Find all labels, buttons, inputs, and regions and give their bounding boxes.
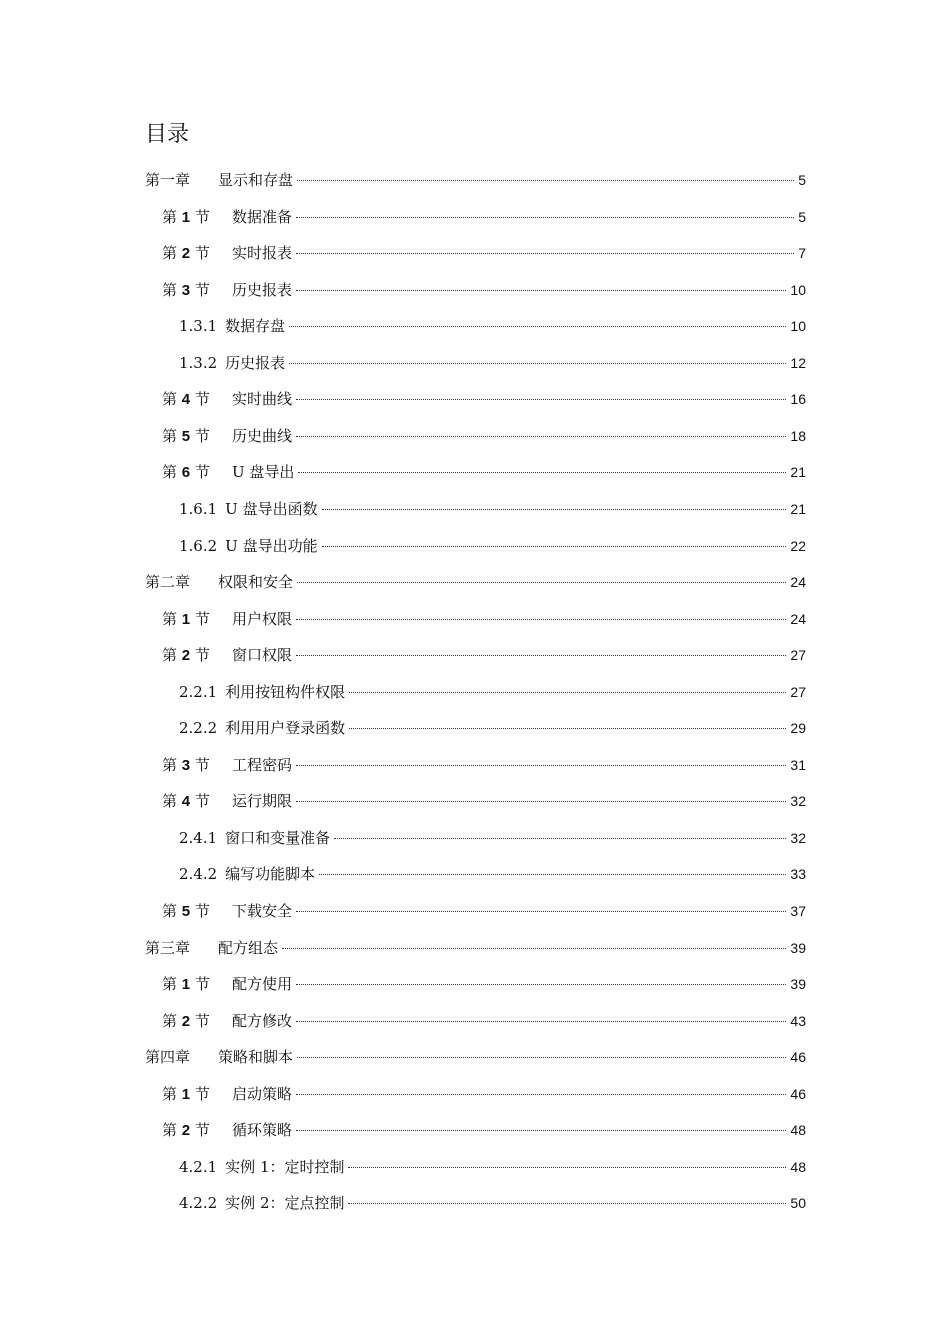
subsection-number: 1.3.1 bbox=[179, 317, 218, 336]
page-number: 22 bbox=[790, 537, 806, 554]
dot-leader bbox=[296, 1094, 786, 1095]
toc-entry[interactable] bbox=[179, 674, 806, 710]
chapter-number: 第三章 bbox=[145, 938, 191, 957]
entry-title: 实时曲线 bbox=[231, 390, 292, 409]
section-number: 2 bbox=[181, 647, 191, 665]
toc-title: 目录 bbox=[145, 122, 190, 147]
toc-entry[interactable] bbox=[179, 820, 806, 856]
entry-title: U 盘导出功能 bbox=[225, 536, 318, 555]
page-number: 24 bbox=[790, 574, 806, 591]
section-number: 3 bbox=[181, 756, 191, 774]
subsection-number: 4.2.1 bbox=[179, 1157, 218, 1176]
page-number: 48 bbox=[790, 1158, 806, 1175]
section-prefix: 第 bbox=[162, 1011, 178, 1030]
dot-leader bbox=[298, 472, 786, 473]
section-number: 1 bbox=[181, 208, 191, 226]
dot-leader bbox=[297, 1057, 786, 1058]
section-prefix: 第 bbox=[162, 390, 178, 409]
dot-leader bbox=[319, 874, 786, 875]
toc-entry[interactable] bbox=[162, 601, 806, 637]
dot-leader bbox=[296, 1021, 786, 1022]
toc-entry[interactable] bbox=[179, 528, 806, 564]
toc-entry-label bbox=[179, 856, 315, 892]
dot-leader bbox=[296, 253, 794, 254]
page-number: 27 bbox=[790, 683, 806, 700]
entry-title: 配方修改 bbox=[231, 1011, 292, 1030]
toc-entry-label bbox=[179, 528, 318, 564]
toc-entry[interactable] bbox=[179, 345, 806, 381]
dot-leader bbox=[348, 1167, 786, 1168]
toc-entry-label bbox=[145, 162, 293, 198]
page-number: 21 bbox=[790, 464, 806, 481]
toc-entry-label bbox=[179, 820, 330, 856]
page-number: 46 bbox=[790, 1049, 806, 1066]
toc-entry-label bbox=[162, 966, 292, 1003]
entry-title: 配方使用 bbox=[231, 975, 292, 994]
toc-entry[interactable] bbox=[162, 893, 806, 929]
dot-leader bbox=[296, 1130, 786, 1131]
dot-leader bbox=[282, 948, 786, 949]
section-number: 1 bbox=[181, 610, 191, 628]
dot-leader bbox=[322, 546, 787, 547]
page-number: 10 bbox=[790, 281, 806, 298]
section-number: 2 bbox=[181, 1012, 191, 1030]
toc-entry[interactable] bbox=[179, 856, 806, 892]
section-suffix: 节 bbox=[194, 646, 210, 665]
toc-entry-label bbox=[162, 637, 292, 674]
entry-title: 启动策略 bbox=[231, 1084, 292, 1103]
toc-entry[interactable] bbox=[179, 1149, 806, 1185]
toc-entry[interactable] bbox=[162, 637, 806, 673]
dot-leader bbox=[296, 290, 786, 291]
entry-title: 窗口权限 bbox=[231, 646, 292, 665]
toc-entry-label bbox=[162, 1076, 292, 1113]
toc-entry-label bbox=[179, 1185, 344, 1221]
dot-leader bbox=[289, 363, 786, 364]
section-suffix: 节 bbox=[194, 1011, 210, 1030]
dot-leader bbox=[297, 180, 794, 181]
dot-leader bbox=[322, 509, 787, 510]
toc-entry-label bbox=[179, 491, 318, 527]
dot-leader bbox=[296, 399, 786, 400]
subsection-number: 2.4.2 bbox=[179, 865, 218, 884]
section-prefix: 第 bbox=[162, 792, 178, 811]
entry-title: U 盘导出函数 bbox=[225, 499, 318, 518]
toc-entry[interactable] bbox=[179, 710, 806, 746]
entry-title: 实例 2：定点控制 bbox=[225, 1194, 345, 1213]
toc-entry-label bbox=[145, 930, 278, 966]
toc-entry[interactable] bbox=[145, 162, 806, 198]
dot-leader bbox=[296, 619, 786, 620]
toc-entry-label bbox=[162, 783, 292, 820]
page-number: 46 bbox=[790, 1085, 806, 1102]
page-number: 32 bbox=[790, 793, 806, 810]
entry-title: 编写功能脚本 bbox=[225, 865, 316, 884]
entry-title: 工程密码 bbox=[231, 755, 292, 774]
subsection-number: 4.2.2 bbox=[179, 1194, 218, 1213]
dot-leader bbox=[296, 436, 786, 437]
dot-leader bbox=[296, 217, 794, 218]
entry-title: U 盘导出 bbox=[231, 463, 295, 482]
section-suffix: 节 bbox=[194, 792, 210, 811]
entry-title: 配方组态 bbox=[218, 938, 279, 957]
dot-leader bbox=[296, 655, 786, 656]
section-suffix: 节 bbox=[194, 755, 210, 774]
toc-entry-label bbox=[162, 893, 292, 930]
section-suffix: 节 bbox=[194, 280, 210, 299]
section-suffix: 节 bbox=[194, 244, 210, 263]
entry-title: 显示和存盘 bbox=[218, 171, 294, 189]
section-suffix: 节 bbox=[194, 426, 210, 445]
section-suffix: 节 bbox=[194, 390, 210, 409]
entry-title: 利用按钮构件权限 bbox=[225, 682, 346, 701]
page-number: 33 bbox=[790, 866, 806, 883]
dot-leader bbox=[349, 728, 786, 729]
toc-entry[interactable] bbox=[162, 1003, 806, 1039]
toc-entry[interactable] bbox=[162, 1076, 806, 1112]
chapter-number: 第四章 bbox=[145, 1048, 191, 1067]
section-prefix: 第 bbox=[162, 646, 178, 665]
toc-entry[interactable] bbox=[145, 930, 806, 966]
toc-entry-label bbox=[179, 674, 345, 710]
section-number: 4 bbox=[181, 793, 191, 811]
entry-title: 循环策略 bbox=[231, 1121, 292, 1140]
page-number: 32 bbox=[790, 829, 806, 846]
toc-entry[interactable] bbox=[162, 381, 806, 417]
section-prefix: 第 bbox=[162, 755, 178, 774]
page-number: 16 bbox=[790, 391, 806, 408]
section-number: 4 bbox=[181, 391, 191, 409]
subsection-number: 2.2.1 bbox=[179, 682, 218, 701]
chapter-number: 第一章 bbox=[145, 171, 191, 189]
entry-title: 实时报表 bbox=[231, 244, 292, 263]
section-prefix: 第 bbox=[162, 609, 178, 628]
entry-title: 下载安全 bbox=[231, 902, 292, 920]
dot-leader bbox=[296, 984, 786, 985]
toc-entry-label bbox=[179, 1149, 344, 1185]
toc-entry[interactable] bbox=[162, 783, 806, 819]
page-number: 37 bbox=[790, 903, 806, 919]
toc-entry-label bbox=[162, 1003, 292, 1040]
entry-title: 数据准备 bbox=[231, 207, 292, 226]
entry-title: 策略和脚本 bbox=[218, 1048, 294, 1067]
page-number: 18 bbox=[790, 427, 806, 444]
dot-leader bbox=[349, 692, 786, 693]
entry-title: 数据存盘 bbox=[225, 317, 286, 336]
subsection-number: 2.4.1 bbox=[179, 828, 218, 847]
section-prefix: 第 bbox=[162, 463, 178, 482]
toc-entry-label bbox=[162, 381, 292, 418]
section-suffix: 节 bbox=[194, 609, 210, 628]
section-number: 1 bbox=[181, 1085, 191, 1103]
dot-leader bbox=[296, 765, 786, 766]
page-number: 5 bbox=[798, 208, 806, 225]
chapter-number: 第二章 bbox=[145, 573, 191, 592]
section-suffix: 节 bbox=[194, 975, 210, 994]
section-number: 6 bbox=[181, 464, 191, 482]
toc-entry-label bbox=[162, 747, 292, 784]
dot-leader bbox=[296, 911, 786, 912]
section-prefix: 第 bbox=[162, 207, 178, 226]
page-number: 21 bbox=[790, 500, 806, 517]
section-suffix: 节 bbox=[194, 463, 210, 482]
toc-entry[interactable] bbox=[162, 235, 806, 271]
toc-entry[interactable] bbox=[179, 1185, 806, 1221]
toc-entry[interactable] bbox=[162, 966, 806, 1002]
section-suffix: 节 bbox=[194, 1084, 210, 1103]
section-prefix: 第 bbox=[162, 975, 178, 994]
section-number: 5 bbox=[181, 903, 191, 920]
entry-title: 窗口和变量准备 bbox=[225, 828, 331, 847]
section-number: 2 bbox=[181, 1122, 191, 1140]
toc-entry[interactable] bbox=[162, 418, 806, 454]
toc-entry-label bbox=[162, 601, 292, 638]
page-number: 39 bbox=[790, 976, 806, 993]
section-number: 1 bbox=[181, 976, 191, 994]
subsection-number: 1.6.1 bbox=[179, 499, 218, 518]
page-number: 50 bbox=[790, 1195, 806, 1212]
entry-title: 运行期限 bbox=[231, 792, 292, 811]
page-number: 39 bbox=[790, 939, 806, 956]
toc-entry-label bbox=[162, 272, 292, 309]
entry-title: 历史报表 bbox=[225, 353, 286, 372]
toc-entry[interactable] bbox=[162, 199, 806, 235]
dot-leader bbox=[289, 326, 786, 327]
section-suffix: 节 bbox=[194, 902, 210, 920]
toc-entry[interactable] bbox=[145, 564, 806, 600]
section-prefix: 第 bbox=[162, 426, 178, 445]
toc-entry-label bbox=[162, 1112, 292, 1149]
page-number: 7 bbox=[798, 245, 806, 262]
toc-entry-label bbox=[179, 345, 285, 381]
toc-entry-label bbox=[179, 710, 345, 746]
toc-entry[interactable] bbox=[145, 1039, 806, 1075]
dot-leader bbox=[348, 1203, 786, 1204]
toc-entry-label bbox=[145, 1039, 293, 1075]
page-number: 29 bbox=[790, 720, 806, 737]
section-number: 5 bbox=[181, 427, 191, 445]
toc-entry-label bbox=[162, 235, 292, 272]
entry-title: 历史报表 bbox=[231, 280, 292, 299]
page-number: 10 bbox=[790, 318, 806, 335]
page-number: 27 bbox=[790, 647, 806, 664]
toc-entry[interactable] bbox=[179, 308, 806, 344]
toc-entry-label bbox=[179, 308, 285, 344]
toc-entry-label bbox=[162, 418, 292, 455]
entry-title: 历史曲线 bbox=[231, 426, 292, 445]
section-prefix: 第 bbox=[162, 1121, 178, 1140]
section-prefix: 第 bbox=[162, 244, 178, 263]
page-number: 43 bbox=[790, 1012, 806, 1029]
toc-entry[interactable] bbox=[162, 454, 806, 490]
section-prefix: 第 bbox=[162, 280, 178, 299]
subsection-number: 1.6.2 bbox=[179, 536, 218, 555]
section-prefix: 第 bbox=[162, 1084, 178, 1103]
toc-entry-label bbox=[162, 454, 294, 491]
toc-entry[interactable] bbox=[179, 491, 806, 527]
dot-leader bbox=[297, 582, 786, 583]
page-number: 31 bbox=[790, 756, 806, 773]
page-number: 24 bbox=[790, 610, 806, 627]
entry-title: 实例 1：定时控制 bbox=[225, 1157, 345, 1176]
page-number: 48 bbox=[790, 1122, 806, 1139]
subsection-number: 1.3.2 bbox=[179, 353, 218, 372]
toc-entry[interactable] bbox=[162, 1112, 806, 1148]
page-number: 5 bbox=[798, 172, 806, 188]
entry-title: 利用用户登录函数 bbox=[225, 719, 346, 738]
section-suffix: 节 bbox=[194, 1121, 210, 1140]
section-prefix: 第 bbox=[162, 902, 178, 920]
dot-leader bbox=[296, 801, 786, 802]
section-suffix: 节 bbox=[194, 207, 210, 226]
entry-title: 权限和安全 bbox=[218, 573, 294, 592]
section-number: 3 bbox=[181, 281, 191, 299]
dot-leader bbox=[334, 838, 786, 839]
toc-entry-label bbox=[145, 564, 293, 600]
toc-entry[interactable] bbox=[162, 272, 806, 308]
section-number: 2 bbox=[181, 245, 191, 263]
toc-entry[interactable] bbox=[162, 747, 806, 783]
entry-title: 用户权限 bbox=[231, 609, 292, 628]
toc-entry-label bbox=[162, 199, 292, 236]
subsection-number: 2.2.2 bbox=[179, 719, 218, 738]
page-number: 12 bbox=[790, 354, 806, 371]
